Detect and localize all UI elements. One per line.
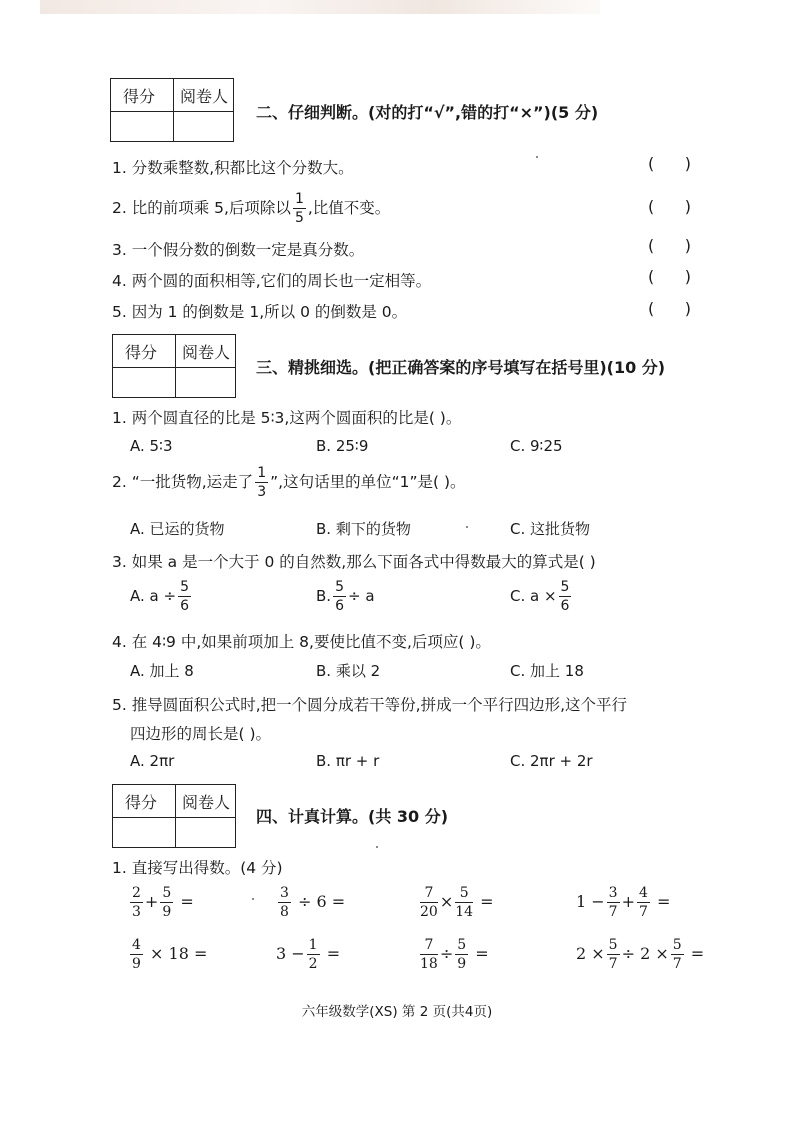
numerator: 4 [639,885,648,901]
option-b[interactable]: B. 乘以 2 [316,662,381,680]
numerator: 5 [457,937,467,953]
fraction [455,886,473,919]
question-text: ”,这句话里的单位“1”是( )。 [270,473,466,491]
option-c[interactable]: C. 2πr + 2r [510,752,593,770]
score-box [112,334,236,398]
s3-question-1: 1. 两个圆直径的比是 5∶3,这两个圆面积的比是( )。 [112,409,462,427]
numerator: 1 [294,191,304,207]
equals: = [690,944,705,963]
answer-blank[interactable]: ( ) [648,236,691,255]
denominator: 3 [257,484,267,500]
operator: ÷ [439,944,454,963]
section-4-title: 四、计真计算。(共 30 分) [256,807,449,826]
expression-prefix: 1 − [576,892,605,911]
fraction [307,938,320,971]
answer-blank[interactable]: ( ) [648,154,691,173]
expression-6 [276,938,340,971]
denominator: 18 [420,956,438,972]
denominator: 9 [457,956,467,972]
score-box [112,784,236,848]
numerator: 3 [608,885,618,901]
s2-question-4: 4. 两个圆的面积相等,它们的周长也一定相等。 [112,272,432,290]
scan-speck [376,846,378,848]
fraction [637,886,650,919]
numerator: 1 [308,937,318,953]
denominator: 6 [560,598,570,614]
grader-label: 阅卷人 [180,87,229,106]
s2-question-5: 5. 因为 1 的倒数是 1,所以 0 的倒数是 0。 [112,303,408,321]
expression-rest: × 18 = [150,944,208,963]
expression-prefix: 2 × [576,944,605,963]
fraction [278,886,291,919]
option-c[interactable] [510,580,573,613]
numerator: 5 [608,937,618,953]
score-box [110,78,234,142]
s2-question-3: 3. 一个假分数的倒数一定是真分数。 [112,241,365,259]
option-a[interactable] [130,580,193,613]
expression-4 [576,886,670,919]
s2-question-1: 1. 分数乘整数,积都比这个分数大。 [112,159,354,177]
scan-top-edge [40,0,600,14]
denominator: 8 [280,904,289,920]
option-c[interactable]: C. 加上 18 [510,662,584,680]
denominator: 9 [132,956,141,972]
fraction [255,466,268,499]
numerator: 7 [420,938,438,955]
denominator: 2 [308,956,318,972]
numerator: 2 [132,885,141,901]
s3-question-5-line-2: 四边形的周长是( )。 [130,725,272,743]
answer-blank[interactable]: ( ) [648,299,691,318]
s4-subquestion-1: 1. 直接写出得数。(4 分) [112,859,283,877]
s2-question-2 [112,192,390,225]
numerator: 1 [257,465,267,481]
denominator: 7 [608,956,618,972]
numerator: 5 [672,937,682,953]
fraction [130,886,143,919]
option-b[interactable]: B. 25∶9 [316,437,369,455]
numerator: 5 [162,885,172,901]
s3-question-4: 4. 在 4∶9 中,如果前项加上 8,要使比值不变,后项应( )。 [112,633,491,651]
score-label: 得分 [123,87,156,106]
equals: = [657,892,671,911]
option-text: B. [316,587,332,605]
question-text: ,比值不变。 [307,199,391,217]
option-a[interactable]: A. 5∶3 [130,437,173,455]
option-text: ÷ a [347,587,375,605]
s3-question-3: 3. 如果 a 是一个大于 0 的自然数,那么下面各式中得数最大的算式是( ) [112,553,596,571]
numerator: 3 [280,885,289,901]
fraction [559,580,572,613]
section-2-title: 二、仔细判断。(对的打“√”,错的打“×”)(5 分) [256,103,599,122]
answer-blank[interactable]: ( ) [648,267,691,286]
denominator: 5 [294,210,304,226]
expression-prefix: 3 − [276,944,305,963]
score-label: 得分 [125,793,158,812]
question-text: 2. 比的前项乘 5,后项除以 [112,199,291,217]
grader-label: 阅卷人 [182,793,231,812]
scan-speck [536,156,538,158]
fraction [420,886,438,919]
option-a[interactable]: A. 已运的货物 [130,520,225,538]
numerator: 5 [455,886,473,903]
option-b[interactable]: B. 剩下的货物 [316,520,411,538]
scan-speck [466,526,468,528]
expression-5 [128,938,207,971]
equals: = [180,892,194,911]
option-a[interactable]: A. 加上 8 [130,662,194,680]
expression-rest: ÷ 6 = [298,892,346,911]
grader-label: 阅卷人 [182,343,231,362]
fraction [420,938,438,971]
score-label: 得分 [125,343,158,362]
fraction [293,192,306,225]
option-b[interactable]: B. πr + r [316,752,380,770]
operator: + [621,892,635,911]
equals: = [480,892,494,911]
numerator: 5 [560,579,570,595]
expression-1 [128,886,194,919]
denominator: 7 [639,904,648,920]
answer-blank[interactable]: ( ) [648,197,691,216]
numerator: 7 [420,886,438,903]
denominator: 9 [162,904,172,920]
option-c[interactable]: C. 9∶25 [510,437,563,455]
denominator: 14 [455,904,474,920]
fraction [130,938,143,971]
denominator: 7 [672,956,682,972]
expression-7 [418,938,489,971]
scan-speck [252,898,254,900]
denominator: 3 [132,904,141,920]
denominator: 6 [180,598,189,614]
page-footer: 六年级数学(XS) 第 2 页(共4页) [301,1004,493,1020]
fraction [607,938,620,971]
numerator: 4 [132,937,141,953]
option-text: C. a × [510,587,557,605]
equals: = [475,944,489,963]
operator: ÷ 2 × [621,944,669,963]
numerator: 5 [180,579,189,595]
fraction [333,580,346,613]
fraction [671,938,684,971]
numerator: 5 [335,579,344,595]
expression-8 [576,938,704,971]
expression-3 [418,886,494,919]
question-text: 2. “一批货物,运走了 [112,473,254,491]
option-a[interactable]: A. 2πr [130,752,175,770]
section-3-title: 三、精挑细选。(把正确答案的序号填写在括号里)(10 分) [256,358,666,377]
option-b[interactable] [316,580,375,613]
operator: × [439,892,454,911]
option-c[interactable]: C. 这批货物 [510,520,591,538]
operator: + [144,892,159,911]
fraction [178,580,191,613]
expression-2 [276,886,345,919]
denominator: 20 [420,904,438,920]
equals: = [326,944,341,963]
fraction [160,886,173,919]
denominator: 7 [608,904,618,920]
s3-question-2 [112,466,466,499]
s3-question-5-line-1: 5. 推导圆面积公式时,把一个圆分成若干等份,拼成一个平行四边形,这个平行 [112,696,627,714]
denominator: 6 [335,598,344,614]
option-text: A. a ÷ [130,587,177,605]
fraction [607,886,620,919]
fraction [455,938,468,971]
